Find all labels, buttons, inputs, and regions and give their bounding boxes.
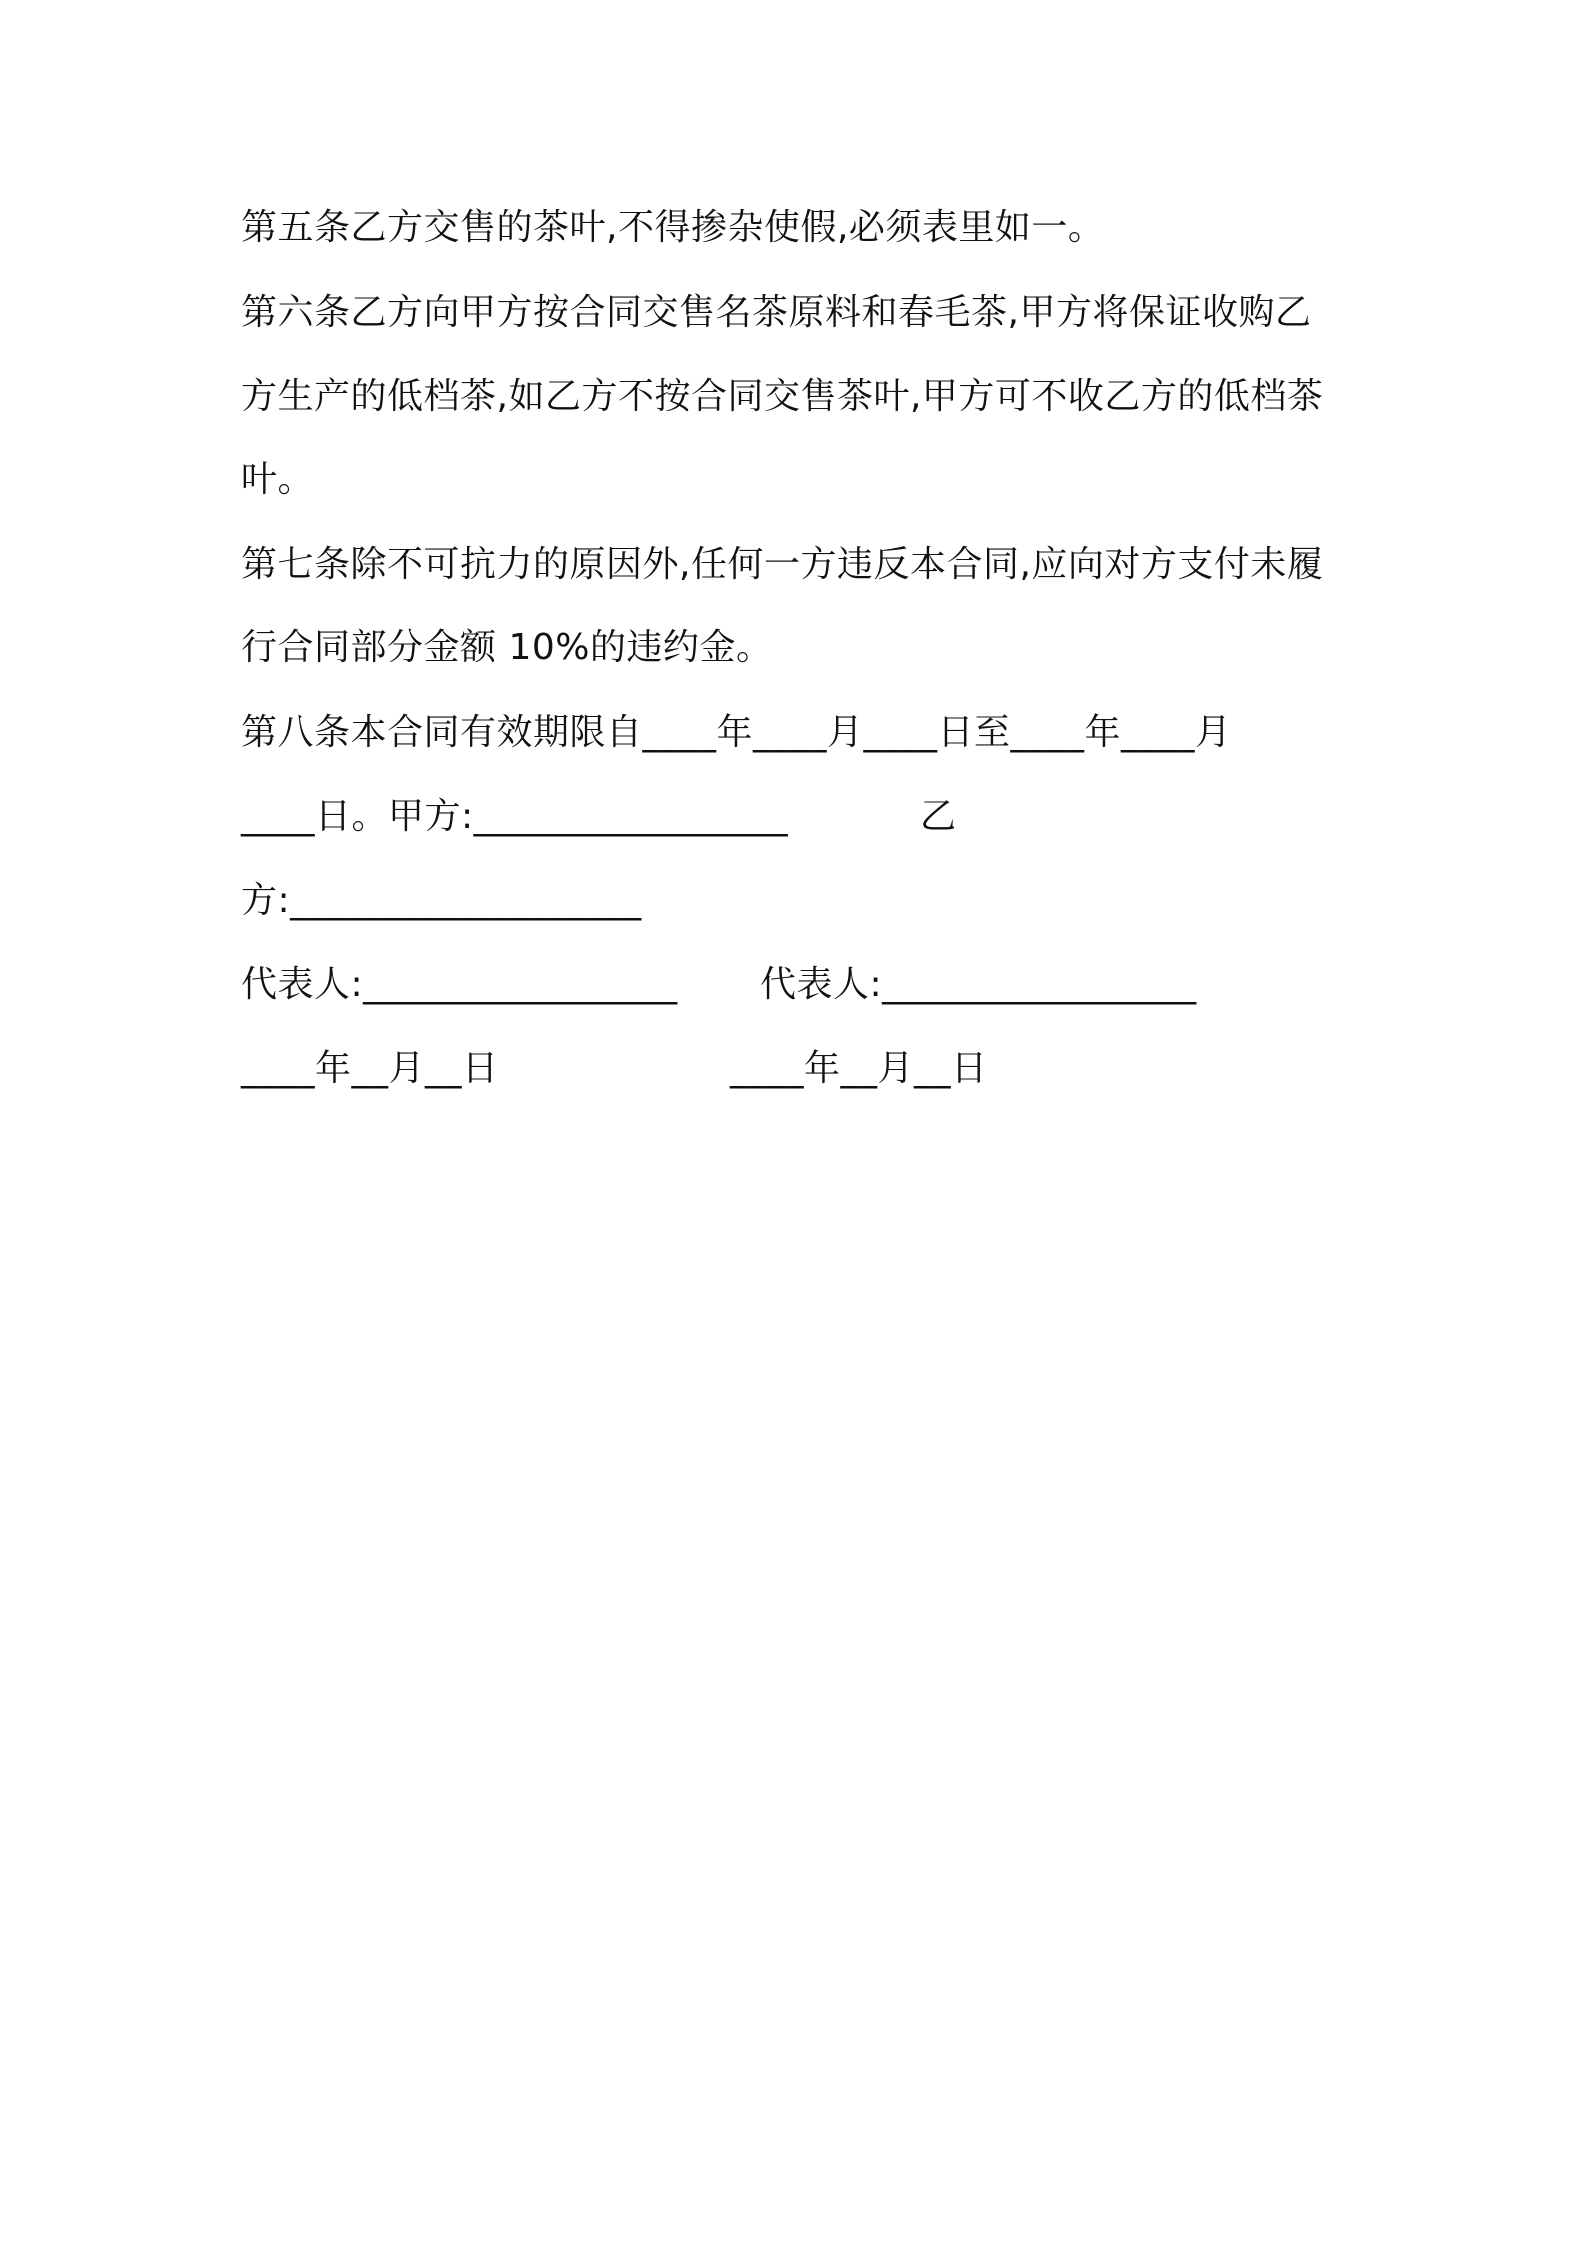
article-8-line-1: 第八条本合同有效期限自____年____月____日至____年____月: [241, 712, 1232, 753]
date-a: ____年__月__日: [241, 1048, 499, 1089]
article-6-line-2: 方生产的低档茶,如乙方不按合同交售茶叶,甲方可不收乙方的低档茶: [241, 376, 1324, 417]
article-6-line-3: 叶。: [241, 459, 315, 500]
article-7-line-1: 第七条除不可抗力的原因外,任何一方违反本合同,应向对方支付未履: [241, 544, 1324, 585]
representative-b: 代表人:_________________: [760, 964, 1197, 1005]
party-b-char: 乙: [920, 796, 957, 837]
article-5: 第五条乙方交售的茶叶,不得掺杂使假,必须表里如一。: [241, 207, 1105, 248]
article-7-line-2: 行合同部分金额 10%的违约金。: [241, 627, 773, 668]
date-b: ____年__月__日: [730, 1048, 988, 1089]
article-6-line-1: 第六条乙方向甲方按合同交售名茶原料和春毛茶,甲方将保证收购乙: [241, 292, 1312, 333]
representative-a: 代表人:_________________: [241, 964, 678, 1005]
party-b-signature-line: 方:___________________: [241, 880, 642, 921]
article-8-line-2-party-a: ____日。甲方:_________________: [241, 796, 789, 837]
